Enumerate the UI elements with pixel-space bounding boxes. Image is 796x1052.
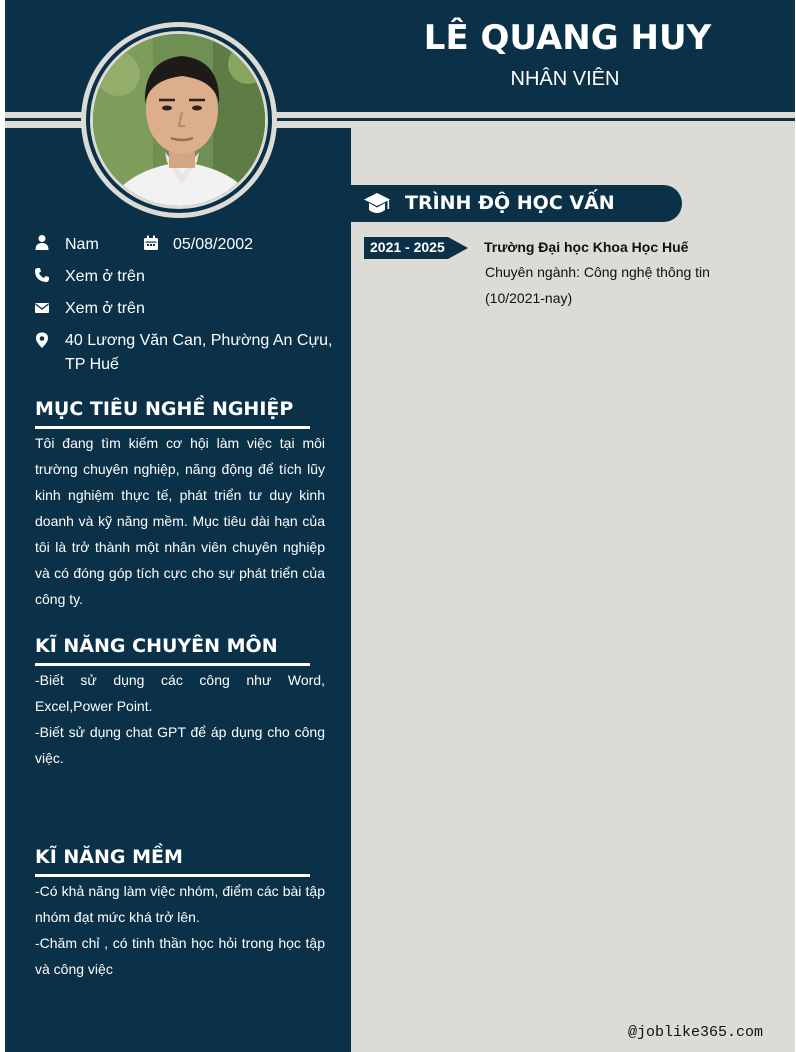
address-line-1: 40 Lương Văn Can, Phường An Cựu, [65,332,333,349]
education-years: 2021 - 2025 [370,239,445,255]
map-pin-icon [34,332,50,348]
professional-skills-title: KĨ NĂNG CHUYÊN MÔN [35,635,278,657]
phone-icon [34,267,50,283]
avatar-photo [93,34,268,209]
education-title: TRÌNH ĐỘ HỌC VẤN [405,192,615,214]
career-objective-text: Tôi đang tìm kiếm cơ hội làm việc tại môi trường chuyên nghiệp, năng động để tích lũy kinh nghiệm thực tế, phát triển tư duy kinh doanh và kỹ năng mềm. Mục tiêu dài hạn của tôi là trở thành một nhân viên chuyên nghiệp và có đóng góp tích cực cho sự phát triển của công ty. [35,435,325,607]
professional-skills-list [35,667,325,771]
envelope-icon [34,300,50,316]
professional-skills-rule [35,663,310,666]
soft-skills-list [35,878,325,982]
person-icon [34,234,50,250]
career-objective-rule [35,426,310,429]
soft-skills-title: KĨ NĂNG MỀM [35,846,183,868]
birthdate-value: 05/08/2002 [173,236,254,253]
candidate-job-title: NHÂN VIÊN [510,68,620,90]
avatar [90,31,268,209]
education-school: Trường Đại học Khoa Học Huế [484,239,689,255]
phone-value: Xem ở trên [65,268,145,285]
watermark: @joblike365.com [628,1024,764,1041]
gender-value: Nam [65,236,99,253]
address-line-2: TP Huế [65,356,119,373]
cv-page [5,0,795,1052]
career-objective-title: MỤC TIÊU NGHỀ NGHIỆP [35,398,294,420]
calendar-icon [143,235,159,251]
email-value: Xem ở trên [65,300,145,317]
education-major: Chuyên ngành: Công nghệ thông tin [485,264,710,280]
list-item: -Chăm chỉ , có tinh thần học hỏi trong học tập và công việc [35,935,325,977]
list-item: -Có khả năng làm việc nhóm, điểm các bài tập nhóm đạt mức khá trở lên. [35,883,325,925]
graduation-cap-icon [363,190,391,218]
education-period: (10/2021-nay) [485,290,573,306]
address-value [65,329,335,377]
candidate-name: LÊ QUANG HUY [423,18,712,58]
soft-skills-rule [35,874,310,877]
list-item: -Biết sử dụng các công như Word, Excel,Power Point. [35,672,325,714]
list-item: -Biết sử dụng chat GPT để áp dụng cho công việc. [35,724,325,766]
